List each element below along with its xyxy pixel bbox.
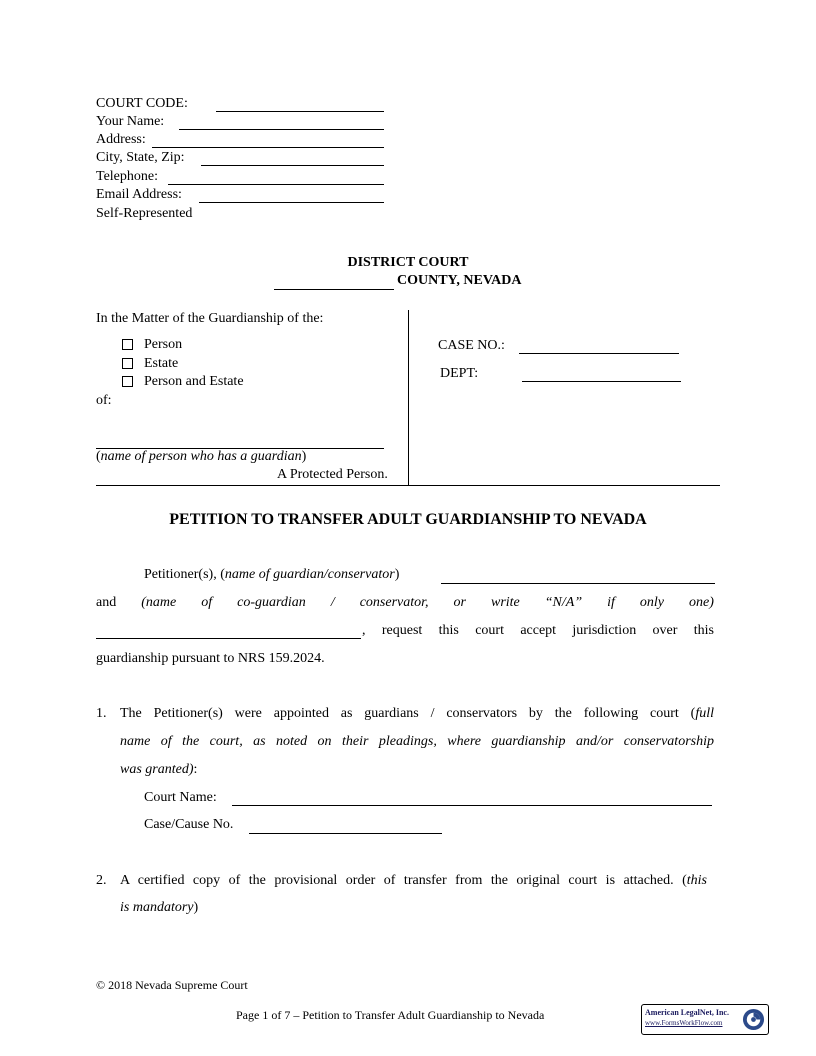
court-name-label: Court Name: [144, 790, 217, 805]
item-1-line-2: name of the court, as noted on their pleadings, where guardianship and/or conservatorship [120, 734, 714, 749]
petitioner-name-line[interactable] [441, 583, 715, 584]
city-state-zip-label: City, State, Zip: [96, 150, 185, 165]
your-name-line[interactable] [179, 129, 384, 130]
court-code-line[interactable] [216, 111, 384, 112]
telephone-line[interactable] [168, 184, 384, 185]
dept-label: DEPT: [440, 366, 479, 381]
city-state-zip-line[interactable] [201, 165, 384, 166]
email-line[interactable] [199, 202, 384, 203]
person-and-estate-option-label: Person and Estate [144, 374, 244, 389]
caption-divider-horizontal [96, 485, 720, 486]
address-line[interactable] [152, 147, 384, 148]
of-label: of: [96, 393, 112, 408]
co-guardian-name-line[interactable] [96, 638, 361, 639]
case-no-line[interactable] [519, 353, 679, 354]
estate-checkbox[interactable] [122, 358, 133, 369]
logo-company-name: American LegalNet, Inc. [645, 1008, 729, 1017]
item-2-number: 2. [96, 873, 107, 888]
dept-line[interactable] [522, 381, 681, 382]
estate-option-label: Estate [144, 356, 179, 371]
copyright-text: © 2018 Nevada Supreme Court [96, 978, 248, 992]
your-name-label: Your Name: [96, 114, 165, 129]
case-no-label: CASE NO.: [438, 338, 505, 353]
court-name: DISTRICT COURT [347, 255, 469, 270]
email-label: Email Address: [96, 187, 182, 202]
caption-divider-vertical [408, 310, 409, 485]
page-footer-text: Page 1 of 7 – Petition to Transfer Adult Guardianship to Nevada [236, 1008, 545, 1022]
address-label: Address: [96, 132, 146, 147]
item-1-line-1: The Petitioner(s) were appointed as guardians / conservators by the following court (full [120, 706, 714, 721]
protected-person-label: A Protected Person. [277, 467, 388, 482]
case-cause-line[interactable] [249, 833, 442, 834]
case-cause-label: Case/Cause No. [144, 817, 234, 832]
co-guardian-instruction: and (name of co-guardian / conservator, or write “N/A” if only one) [96, 595, 714, 610]
petitioner-label: Petitioner(s), (name of guardian/conservator) [144, 567, 400, 582]
item-1-line-3: was granted): [120, 762, 198, 777]
person-and-estate-checkbox[interactable] [122, 376, 133, 387]
american-legalnet-logo[interactable] [641, 1004, 769, 1035]
protected-person-name-hint: (name of person who has a guardian) [96, 449, 307, 464]
self-represented-label: Self-Represented [96, 206, 193, 221]
item-1-number: 1. [96, 706, 107, 721]
person-checkbox[interactable] [122, 339, 133, 350]
request-jurisdiction-text: , request this court accept jurisdiction over this [362, 623, 714, 638]
logo-url: www.FormsWorkFlow.com [645, 1019, 723, 1027]
nrs-reference-text: guardianship pursuant to NRS 159.2024. [96, 651, 325, 666]
item-2-line-1: A certified copy of the provisional order of transfer from the original court is attached. (this [120, 873, 707, 888]
telephone-label: Telephone: [96, 169, 158, 184]
document-title: PETITION TO TRANSFER ADULT GUARDIANSHIP TO NEVADA [169, 511, 647, 528]
court-code-label: COURT CODE: [96, 96, 188, 111]
court-name-line[interactable] [232, 805, 712, 806]
matter-label: In the Matter of the Guardianship of the: [96, 311, 324, 326]
item-2-line-2: is mandatory) [120, 900, 199, 915]
county-suffix: COUNTY, NEVADA [397, 273, 522, 288]
logo-globe-icon [742, 1008, 765, 1031]
person-option-label: Person [144, 337, 183, 352]
county-line[interactable] [274, 289, 394, 290]
